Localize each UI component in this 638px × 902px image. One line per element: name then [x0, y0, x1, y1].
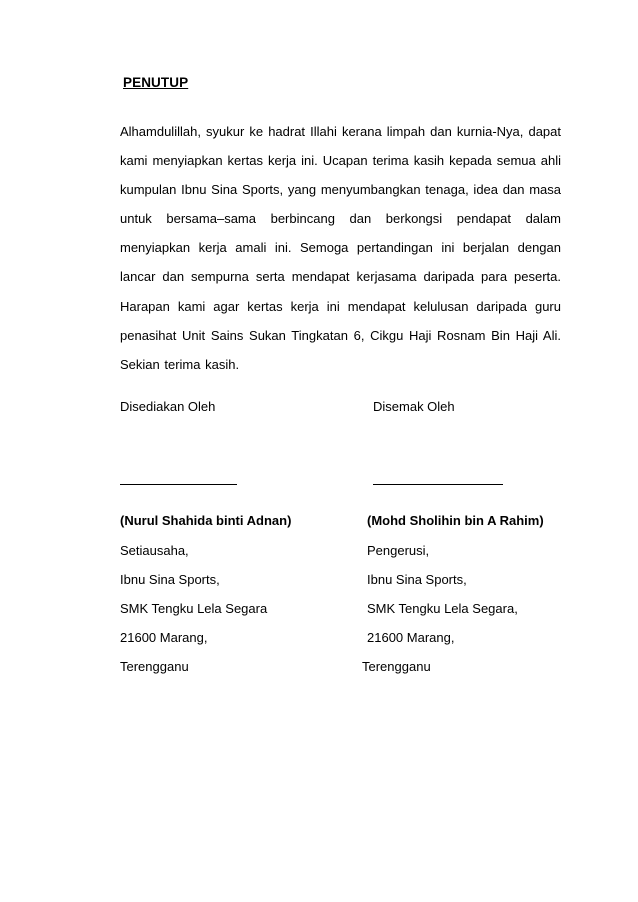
signature-line-right: [373, 484, 503, 485]
reviewer-school: SMK Tengku Lela Segara,: [367, 601, 518, 616]
signature-line-left: [120, 484, 237, 485]
reviewer-organization: Ibnu Sina Sports,: [367, 572, 467, 587]
preparer-state: Terengganu: [120, 659, 189, 674]
reviewed-by-label: Disemak Oleh: [373, 399, 455, 414]
reviewer-name: (Mohd Sholihin bin A Rahim): [367, 513, 544, 528]
preparer-school: SMK Tengku Lela Segara: [120, 601, 268, 616]
reviewer-postcode: 21600 Marang,: [367, 630, 455, 645]
section-heading: PENUTUP: [123, 75, 189, 90]
preparer-postcode: 21600 Marang,: [120, 630, 208, 645]
preparer-name: (Nurul Shahida binti Adnan): [120, 513, 292, 528]
preparer-organization: Ibnu Sina Sports,: [120, 572, 220, 587]
reviewer-state: Terengganu: [362, 659, 431, 674]
reviewer-position: Pengerusi,: [367, 543, 430, 558]
prepared-by-label: Disediakan Oleh: [120, 399, 216, 414]
preparer-position: Setiausaha,: [120, 543, 189, 558]
closing-paragraph: Alhamdulillah, syukur ke hadrat Illahi kerana limpah dan kurnia-Nya, dapat kami menyiapkan kertas kerja ini. Ucapan terima kasih kepada semua ahli kumpulan Ibnu Sina Sports, yang menyumbangkan tenaga, idea dan masa untuk bersama–sama berbincang dan berkongsi pendapat dalam menyiapkan kerja amali ini. Semoga pertandingan ini berjalan dengan lancar dan sempurna serta mendapat kerjasama daripada para peserta. Harapan kami agar kertas kerja ini mendapat kelulusan daripada guru penasihat Unit Sains Sukan Tingkatan 6, Cikgu Haji Rosnam Bin Haji Ali. Sekian terima kasih.: [120, 124, 561, 372]
